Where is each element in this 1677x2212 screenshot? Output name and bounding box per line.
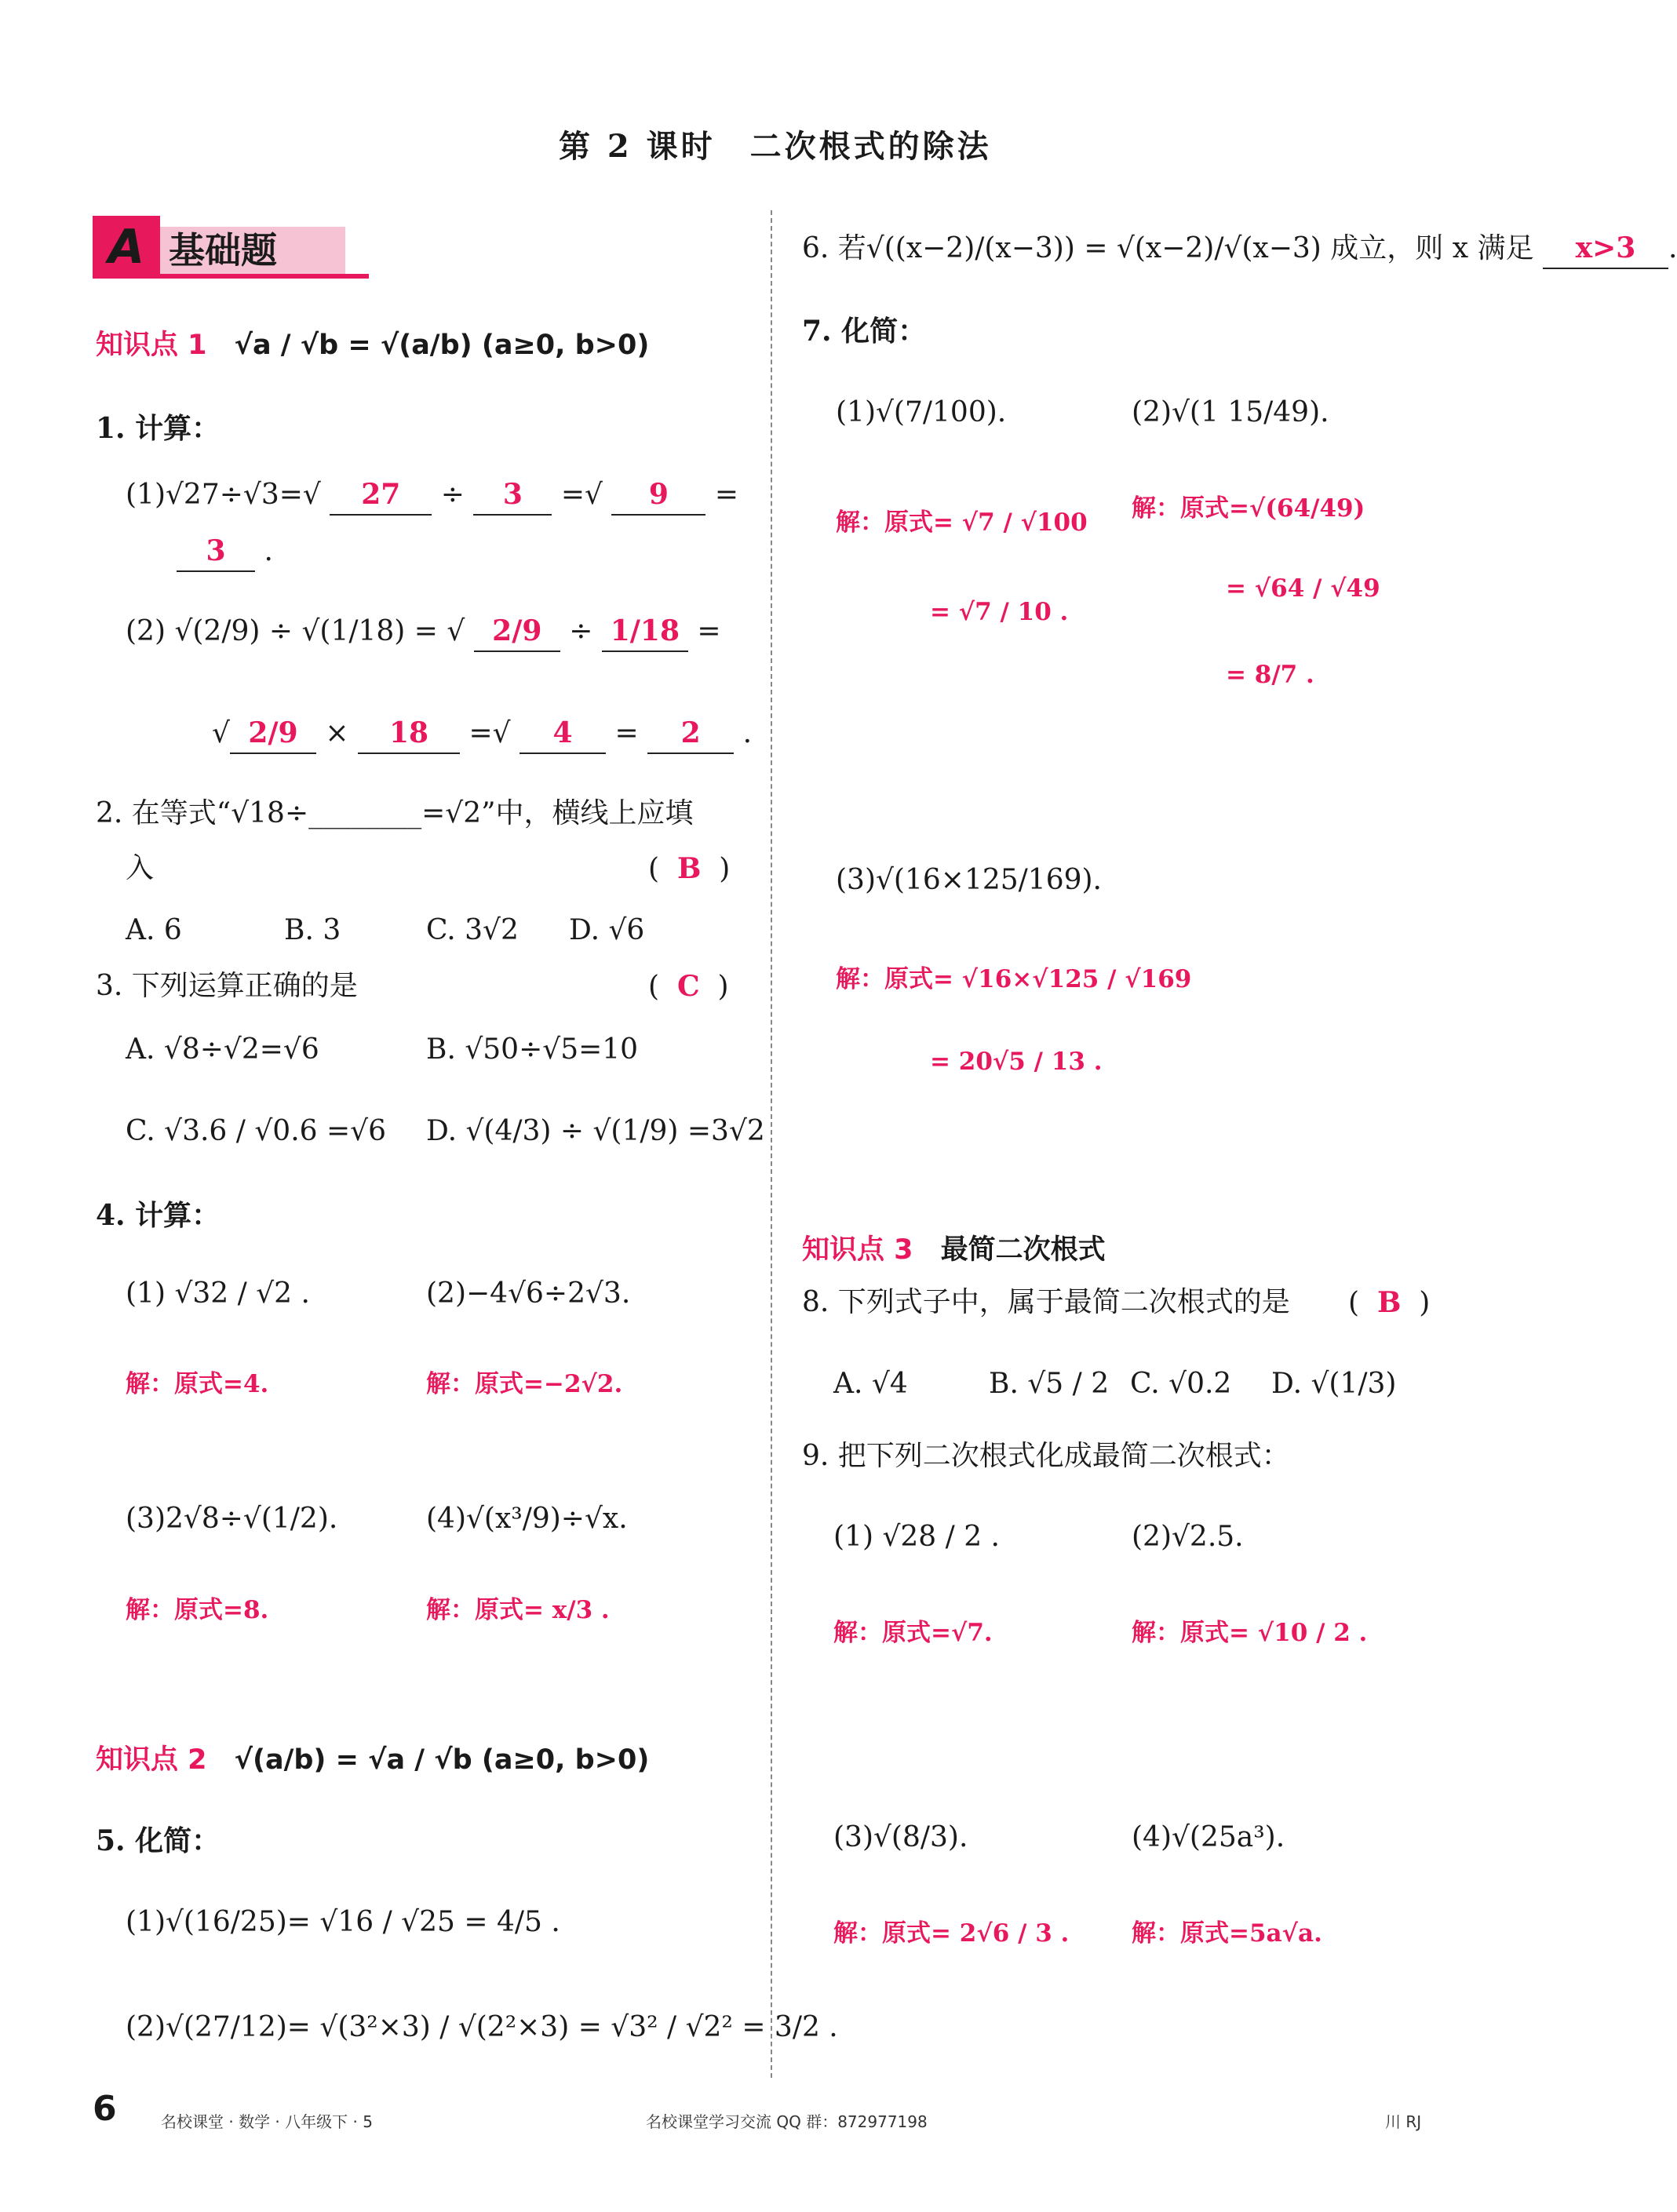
q8-option-d: D. √(1/3) (1271, 1368, 1397, 1400)
q7-solution1-line1: 解：原式= √7 / √100 (836, 508, 1088, 537)
q1-p1-answer-c: 9 (648, 478, 669, 511)
q1-p2-blank-e (647, 714, 734, 754)
q2-option-b: B. 3 (284, 914, 341, 946)
q6-stem (802, 229, 1677, 269)
page-number: 6 (93, 2089, 117, 2129)
q4-stem: 4. 计算： (96, 1199, 221, 1232)
q1-p2-div: ÷ (569, 615, 593, 647)
q5-stem: 5. 化简： (96, 1824, 221, 1857)
q8-answer-bracket: ( B ) (1348, 1286, 1431, 1319)
q1-p1-blank-d (177, 532, 255, 572)
q2-answer: B (676, 852, 702, 885)
q1-p1-eq2: = (714, 479, 739, 511)
q4-part1: (1) √32 / √2 . (126, 1277, 310, 1310)
q7-stem: 7. 化简： (802, 315, 927, 348)
q1-p1-eq: =√ (560, 479, 603, 511)
q1-p1-answer-a: 27 (361, 478, 401, 511)
q8-option-b: B. √5 / 2 (989, 1368, 1110, 1400)
kp1-label: 知识点 1 (96, 330, 207, 361)
q3-option-b: B. √50÷√5=10 (426, 1033, 639, 1066)
q1-p2-prefix: (2) √(2/9) ÷ √(1/18) = √ (126, 615, 465, 647)
knowledge-point-1 (96, 323, 649, 363)
q1-p1-end: . (264, 535, 273, 567)
section-badge-underline (157, 274, 369, 279)
q1-p2-times: × (325, 717, 349, 749)
q1-p1-prefix: (1)√27÷√3=√ (126, 479, 321, 511)
q3-answer-bracket: ( C ) (648, 970, 729, 1003)
q2-stem: 2. 在等式“√18÷________=√2”中，横线上应填 (96, 797, 694, 829)
q2-answer-bracket: ( B ) (648, 852, 731, 885)
q3-option-d: D. √(4/3) ÷ √(1/9) =3√2 (426, 1115, 765, 1147)
q1-part1-line2 (177, 532, 273, 572)
q1-p2-answer-d: 2 (680, 716, 701, 749)
q3-stem: 3. 下列运算正确的是 (96, 970, 358, 1002)
q8-option-a: A. √4 (833, 1368, 908, 1400)
q8-stem: 8. 下列式子中，属于最简二次根式的是 (802, 1286, 1290, 1318)
q1-p2-eq3: =√ (468, 717, 511, 749)
q3-answer: C (676, 970, 700, 1003)
q6-answer: x>3 (1575, 231, 1636, 264)
q1-part2 (126, 612, 720, 652)
q2-option-a: A. 6 (126, 914, 182, 946)
q6-blank (1543, 229, 1668, 269)
q4-solution2: 解：原式=−2√2. (426, 1370, 623, 1398)
section-badge-letter: A (93, 216, 160, 279)
q1-p1-answer-b: 3 (502, 478, 523, 511)
q1-part1 (126, 476, 738, 516)
q3-option-c: C. √3.6 / √0.6 =√6 (126, 1115, 386, 1147)
q1-part2-line2: √ 2/9 × 18 =√ 4 = 2 . (212, 714, 752, 754)
q5-part2: (2)√(27/12)= √(3²×3) / √(2²×3) = √3² / √2² = 3/2 . (126, 2011, 838, 2043)
q1-p1-blank-b (473, 476, 552, 516)
q1-p2-blank-c1 (230, 714, 316, 754)
q3-option-a: A. √8÷√2=√6 (126, 1033, 319, 1066)
footer-center: 名校课堂学习交流 QQ 群：872977198 (646, 2112, 928, 2131)
kp1-formula: √a / √b = √(a/b) (a≥0, b>0) (234, 330, 650, 361)
q1-stem: 1. 计算： (96, 412, 221, 445)
knowledge-point-2 (96, 1738, 649, 1777)
q1-p1-blank-a (330, 476, 432, 516)
q1-p2-answer-c2: 18 (388, 716, 429, 749)
q9-solution1: 解：原式=√7. (833, 1619, 993, 1647)
q9-solution4: 解：原式=5a√a. (1132, 1919, 1322, 1948)
kp3-label: 知识点 3 (802, 1234, 913, 1266)
q4-solution4: 解：原式= x/3 . (426, 1596, 610, 1624)
footer-right: 川 RJ (1385, 2112, 1422, 2131)
q9-part2: (2)√2.5. (1132, 1521, 1244, 1553)
q7-solution2-line2: = √64 / √49 (1226, 574, 1380, 603)
q9-part4: (4)√(25a³). (1132, 1821, 1285, 1853)
q9-part3: (3)√(8/3). (833, 1821, 968, 1853)
knowledge-point-3 (802, 1228, 1106, 1267)
q1-p2-eq: = (697, 615, 721, 647)
q1-p2-blank-d (520, 714, 606, 754)
q1-p2-blank-b (602, 612, 688, 652)
section-badge-label: 基础题 (169, 229, 277, 271)
page-title: 第 2 课时 二次根式的除法 (559, 128, 992, 165)
q4-part3: (3)2√8÷√(1/2). (126, 1503, 338, 1535)
q1-p1-div: ÷ (440, 479, 465, 511)
q1-p2-blank-a (474, 612, 560, 652)
kp3-title: 最简二次根式 (940, 1234, 1106, 1266)
q7-part1: (1)√(7/100). (836, 396, 1007, 428)
q2-option-d: D. √6 (569, 914, 645, 946)
q1-p1-answer-d: 3 (206, 534, 226, 567)
q2-option-c: C. 3√2 (426, 914, 519, 946)
q8-answer: B (1376, 1286, 1402, 1319)
q6-end: . (1668, 232, 1677, 264)
q1-p2-end: . (742, 717, 753, 749)
q9-solution2: 解：原式= √10 / 2 . (1132, 1619, 1368, 1647)
q1-p1-blank-c (611, 476, 705, 516)
q9-solution3: 解：原式= 2√6 / 3 . (833, 1919, 1070, 1948)
q7-part2: (2)√(1 15/49). (1132, 396, 1329, 428)
q7-solution2-line3: = 8/7 . (1226, 661, 1314, 689)
q4-part2: (2)−4√6÷2√3. (426, 1277, 631, 1310)
q5-part1: (1)√(16/25)= √16 / √25 = 4/5 . (126, 1906, 560, 1938)
q7-solution1-line2: = √7 / 10 . (930, 598, 1069, 626)
q8-option-c: C. √0.2 (1130, 1368, 1232, 1400)
q1-p2-answer-b: 1/18 (610, 614, 680, 647)
column-divider (771, 210, 772, 2078)
q4-part4: (4)√(x³/9)÷√x. (426, 1503, 628, 1535)
q1-p2-answer-c1: 2/9 (248, 716, 298, 749)
q1-p2-eq4: = (614, 717, 639, 749)
footer-left: 名校课堂 · 数学 · 八年级下 · 5 (161, 2112, 373, 2131)
q7-solution3-line2: = 20√5 / 13 . (930, 1048, 1103, 1076)
q1-p2-answer-c: 4 (552, 716, 573, 749)
q9-stem: 9. 把下列二次根式化成最简二次根式： (802, 1440, 1290, 1472)
kp2-formula: √(a/b) = √a / √b (a≥0, b>0) (234, 1744, 650, 1776)
q1-p2-blank-c2 (358, 714, 460, 754)
q1-p2-answer-a: 2/9 (492, 614, 542, 647)
q6-stem-text: 6. 若√((x−2)/(x−3)) = √(x−2)/√(x−3) 成立，则 x 满足 (802, 232, 1534, 264)
q4-solution3: 解：原式=8. (126, 1596, 269, 1624)
kp2-label: 知识点 2 (96, 1744, 207, 1776)
q2-stem-line2: 入 (126, 852, 155, 884)
q7-solution2-line1: 解：原式=√(64/49) (1132, 494, 1365, 523)
q7-part3: (3)√(16×125/169). (836, 864, 1102, 896)
q4-solution1: 解：原式=4. (126, 1370, 269, 1398)
q7-solution3-line1: 解：原式= √16×√125 / √169 (836, 965, 1192, 993)
q9-part1: (1) √28 / 2 . (833, 1521, 1000, 1553)
